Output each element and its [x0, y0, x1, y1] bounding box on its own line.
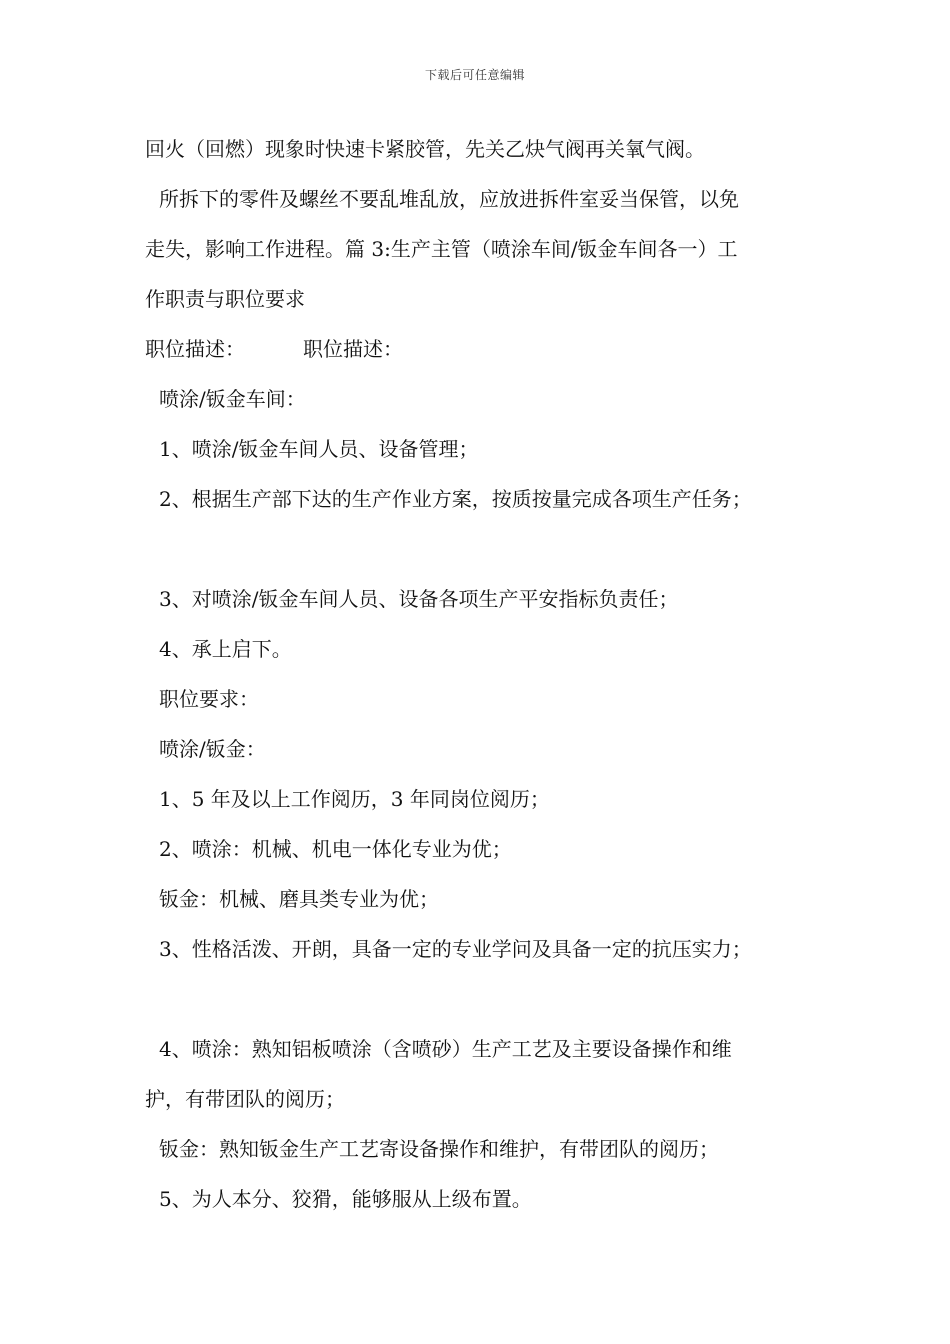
list-item: 钣金：机械、磨具类专业为优； [159, 887, 439, 911]
section-heading: 职位描述： [145, 337, 245, 361]
list-item: 3、性格活泼、开朗，具备一定的专业学问及具备一定的抗压实力； [159, 937, 752, 961]
paragraph-line: 作职责与职位要求 [145, 287, 305, 311]
paragraph-line: 所拆下的零件及螺丝不要乱堆乱放，应放进拆件室妥当保管，以免 [159, 187, 739, 211]
list-item: 1、喷涂/钣金车间人员、设备管理； [159, 437, 479, 461]
list-item: 钣金：熟知钣金生产工艺寄设备操作和维护，有带团队的阅历； [159, 1137, 719, 1161]
list-item: 5、为人本分、狡猾，能够服从上级布置。 [159, 1187, 532, 1211]
paragraph-line: 回火（回燃）现象时快速卡紧胶管，先关乙炔气阀再关氧气阀。 [145, 137, 705, 161]
blank-line [145, 974, 825, 1024]
list-item: 2、根据生产部下达的生产作业方案，按质按量完成各项生产任务； [159, 487, 752, 511]
section-heading: 职位描述： [303, 337, 403, 361]
paragraph-line: 走失，影响工作进程。篇 3:生产主管（喷涂车间/钣金车间各一）工 [145, 237, 738, 261]
subheading: 喷涂/钣金车间： [159, 387, 306, 411]
list-item-continuation: 护，有带团队的阅历； [145, 1087, 345, 1111]
blank-line [145, 524, 825, 574]
list-item: 4、喷涂：熟知铝板喷涂（含喷砂）生产工艺及主要设备操作和维 [159, 1037, 732, 1061]
page-header: 下载后可任意编辑 [424, 68, 525, 82]
list-item: 2、喷涂：机械、机电一体化专业为优； [159, 837, 512, 861]
list-item: 4、承上启下。 [159, 637, 292, 661]
document-body [145, 124, 825, 1224]
section-heading: 职位要求： [159, 687, 259, 711]
list-item: 3、对喷涂/钣金车间人员、设备各项生产平安指标负责任； [159, 587, 679, 611]
subheading: 喷涂/钣金： [159, 737, 266, 761]
section-heading-row [145, 324, 825, 374]
list-item: 1、5 年及以上工作阅历，3 年同岗位阅历； [159, 787, 550, 811]
